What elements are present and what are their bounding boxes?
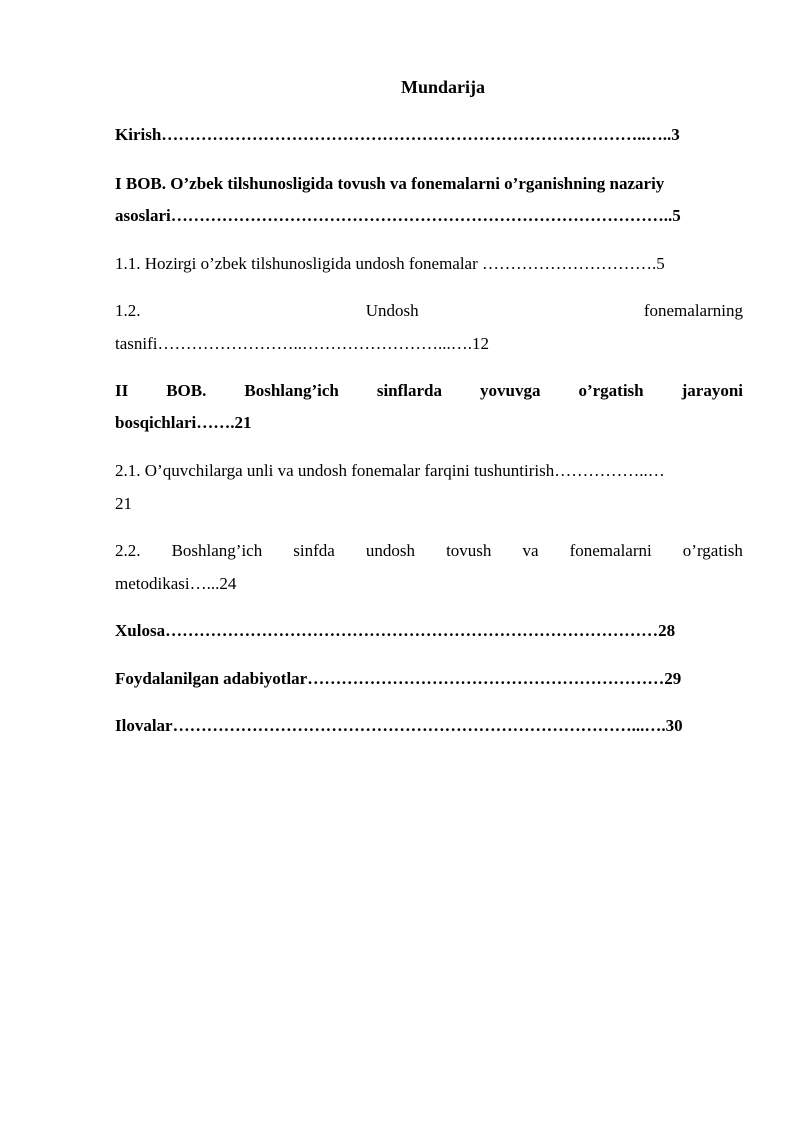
toc-word: 2.2. [115,541,141,560]
toc-entry-section-2-2-line-1 [115,541,743,561]
toc-entry-chapter-1-line-2: asoslari……………………………………………………………………………..5 [115,206,681,225]
toc-entry-xulosa: Xulosa……………………………………………………………………………28 [115,621,676,640]
toc-word: BOB. [166,381,207,400]
toc-entry-chapter-2-line-2: bosqichlari…….21 [115,413,252,432]
toc-word: Undosh [365,301,419,320]
toc-entry-section-1-2-line-1 [115,301,743,321]
toc-entry-kirish: Kirish…………………………………………………………………………..…..3 [115,125,680,144]
toc-word: 1.2. [115,301,141,320]
toc-entry-chapter-1-line-1: I BOB. O’zbek tilshunosligida tovush va fonemalarni o’rganishning nazariy [115,174,665,193]
toc-word: o’rgatish [682,541,743,560]
toc-entry-ilovalar: Ilovalar………………………………………………………………………...….30 [115,716,683,735]
toc-word: Boshlang’ich [244,381,339,400]
document-title: Mundarija [400,77,485,97]
toc-entry-section-2-1-line-1: 2.1. O’quvchilarga unli va undosh fonemalar farqini tushuntirish……………..… [115,461,665,480]
toc-entry-section-2-2-line-2: metodikasi…...24 [115,574,237,593]
toc-entry-chapter-2-line-1 [115,381,743,401]
toc-word: o’rgatish [578,381,644,400]
toc-word: fonemalarni [569,541,652,560]
toc-word: sinflarda [376,381,443,400]
toc-entry-section-2-1-line-2: 21 [115,494,132,513]
toc-word: Boshlang’ich [171,541,263,560]
toc-entry-adabiyotlar: Foydalanilgan adabiyotlar………………………………………………………29 [115,669,682,688]
toc-word: yovuvga [480,381,541,400]
toc-word: jarayoni [681,381,743,400]
toc-word: II [115,381,129,400]
toc-word: fonemalarning [643,301,743,320]
toc-entry-section-1-2-line-2: tasnifi……………………..……………………...….12 [115,334,489,353]
toc-word: undosh [365,541,416,560]
toc-word: sinfda [293,541,335,560]
toc-word: va [522,541,539,560]
toc-entry-section-1-1: 1.1. Hozirgi o’zbek tilshunosligida undosh fonemalar ………………………….5 [115,254,665,273]
toc-word: tovush [446,541,492,560]
